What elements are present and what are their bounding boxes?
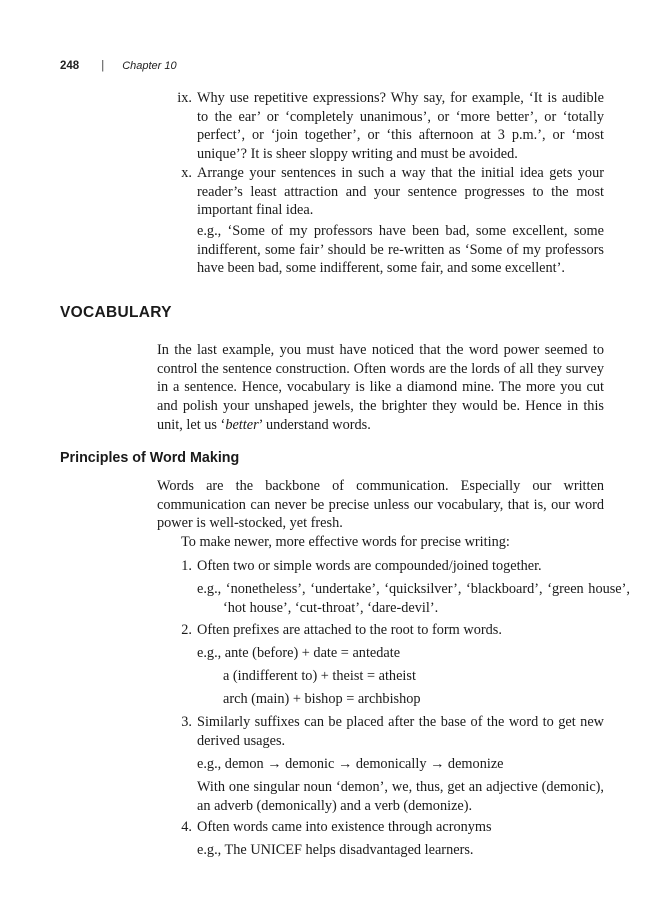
list-item-text: Why use repetitive expressions? Why say, for example, ‘It is audible to the ear’ or ‘completely unanimous’, or ‘more better’, or ‘totally perfect’, or ‘join together’, or ‘this afternoon at 3 p.m.’, or ‘most unique’? It is sheer sloppy writing and must be avoided. (197, 90, 604, 163)
list-item-note: With one singular noun ‘demon’, we, thus, get an adjective (demonic), an adverb (demonically) and a verb (demonize). (197, 779, 604, 814)
list-item-subexample: arch (main) + bishop = archbishop (223, 691, 421, 707)
list-item-number: 4. (181, 819, 192, 835)
list-item-number: 2. (181, 622, 192, 638)
list-item-example: e.g., demon → demonic → demonically → demonize (197, 756, 504, 772)
list-item-example: e.g., The UNICEF helps disadvantaged learners. (197, 842, 474, 858)
running-head (60, 60, 177, 72)
list-item-text: Often prefixes are attached to the root to form words. (197, 622, 502, 638)
section-heading-vocabulary: VOCABULARY (60, 304, 172, 321)
vocabulary-paragraph (157, 341, 604, 435)
list-item-text: Similarly suffixes can be placed after the base of the word to get new derived usages. (197, 714, 604, 749)
list-item-example: e.g., ante (before) + date = antedate (197, 645, 401, 661)
list-item-number: x. (181, 165, 192, 181)
paragraph-text: ’ understand words. (258, 416, 371, 433)
list-item-text: Often words came into existence through acronyms (197, 819, 492, 835)
list-item-number: 1. (181, 558, 192, 574)
page-number: 248 (60, 60, 80, 72)
subsection-heading-principles: Principles of Word Making (60, 450, 240, 466)
list-item-text: Arrange your sentences in such a way that the initial idea gets your reader’s least attraction and your sentence progresses to the most important final idea. (197, 165, 604, 219)
list-item-subexample: a (indifferent to) + theist = atheist (223, 668, 416, 684)
list-item-text: Often two or simple words are compounded/joined together. (197, 558, 542, 574)
principles-intro-paragraph: Words are the backbone of communication. Especially our written communication can never be precise unless our vocabulary, that is, our word power is well-stocked, yet fresh. (157, 478, 604, 532)
emphasis-text: better (225, 416, 259, 433)
paragraph-text: In the last example, you must have noticed that the word power seemed to control the sentence construction. Often words are the lords of all they survey in a sentence. Hence, vocabulary is like a diamond mine. The more you cut and polish your unshaped jewels, the brighter they would be. Hence in this unit, let us ‘ (157, 342, 604, 433)
chapter-label: Chapter 10 (122, 60, 177, 72)
list-item-number: ix. (177, 90, 192, 106)
list-item-example: e.g., ‘nonetheless’, ‘undertake’, ‘quicksilver’, ‘blackboard’, ‘green house’, ‘hot house’, ‘cut-throat’, ‘dare-devil’. (197, 581, 630, 616)
list-item-example: e.g., ‘Some of my professors have been bad, some excellent, some indifferent, some fair’ should be re-written as ‘Some of my professors have been bad, some indifferent, some fair, and some excellent’. (197, 223, 604, 277)
header-separator: | (101, 60, 105, 72)
list-item-number: 3. (181, 714, 192, 730)
principles-lead-text: To make newer, more effective words for precise writing: (181, 534, 510, 550)
